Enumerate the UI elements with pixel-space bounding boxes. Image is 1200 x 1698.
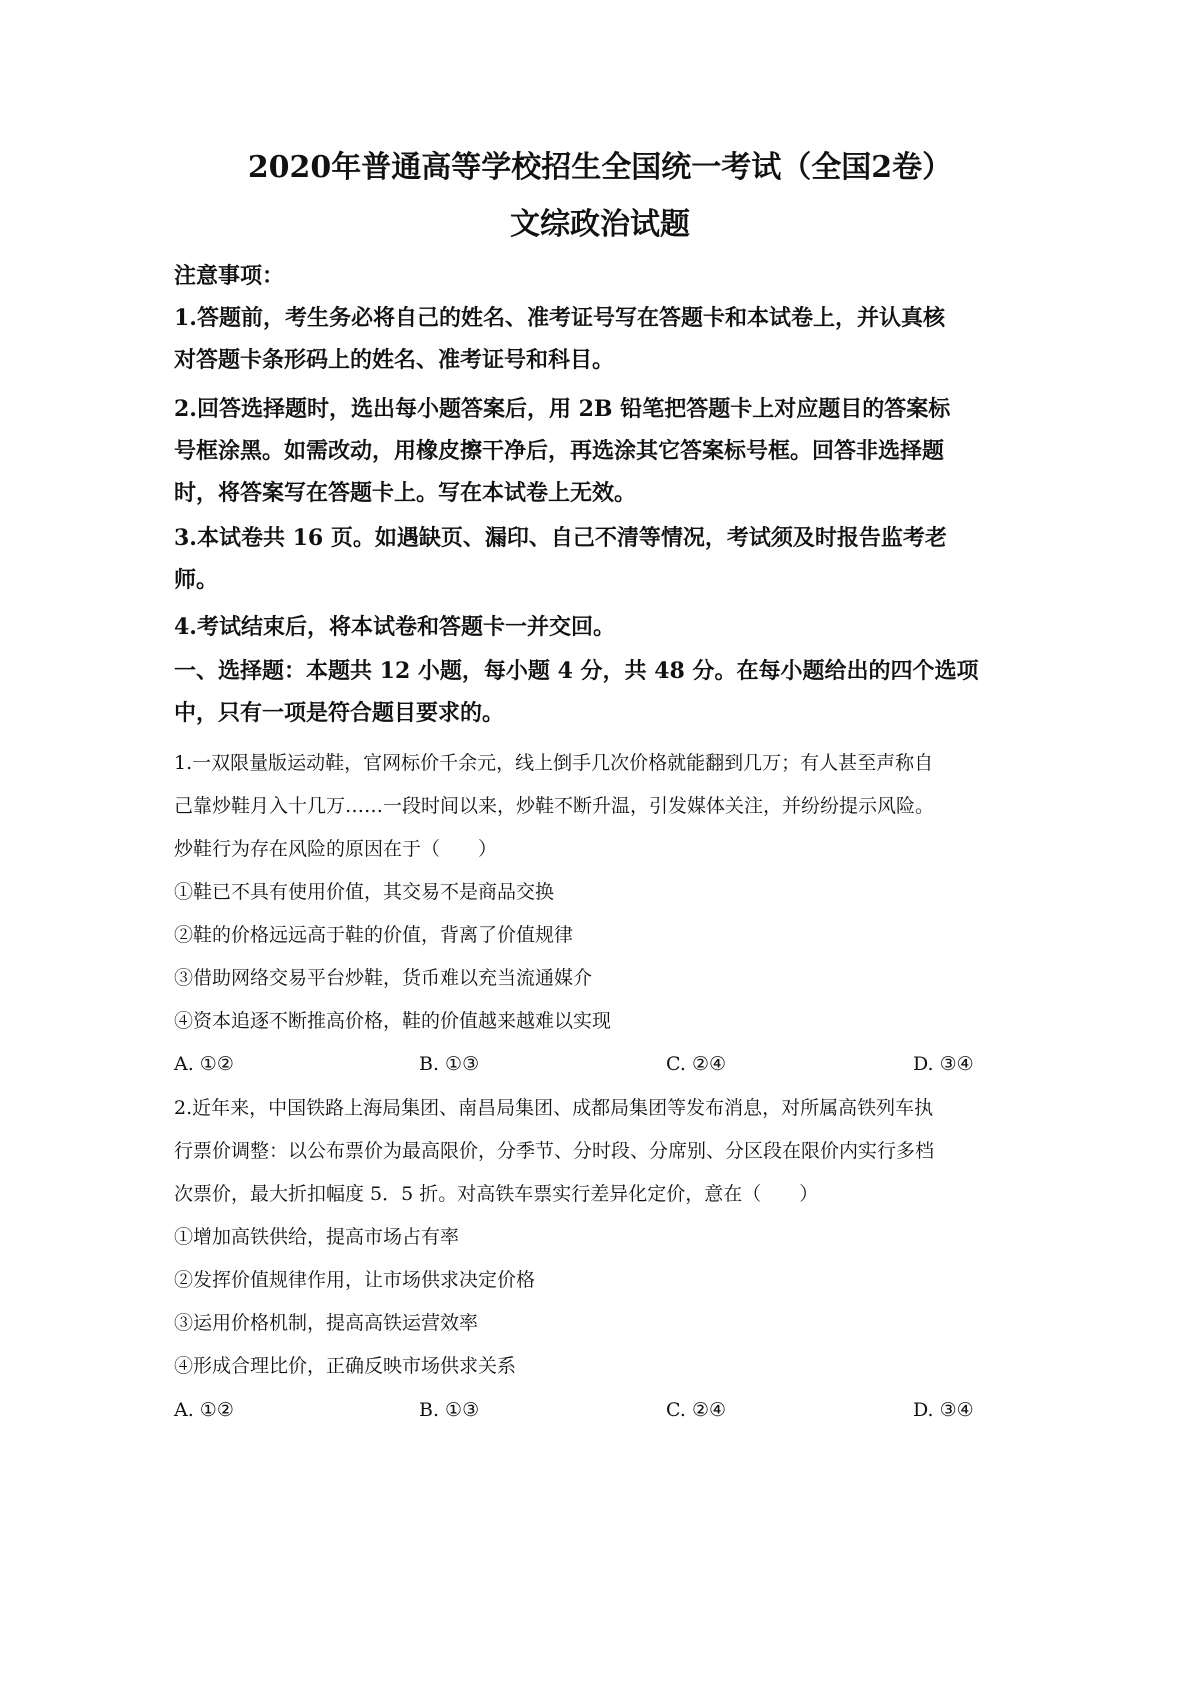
- question-2-item: ④形成合理比价，正确反映市场供求关系: [174, 1355, 517, 1377]
- question-2-stem: 次票价，最大折扣幅度 5．5 折。对高铁车票实行差异化定价，意在（ ）: [174, 1183, 819, 1205]
- notice-line: 号框涂黑。如需改动，用橡皮擦干净后，再选涂其它答案标号框。回答非选择题: [174, 438, 945, 464]
- notice-line: 时，将答案写在答题卡上。写在本试卷上无效。: [174, 480, 637, 506]
- section-heading: 一、选择题：本题共 12 小题，每小题 4 分，共 48 分。在每小题给出的四个选项: [174, 658, 979, 684]
- notice-line: 1.答题前，考生务必将自己的姓名、准考证号写在答题卡和本试卷上，并认真核: [174, 305, 945, 331]
- question-2-stem: 2.近年来，中国铁路上海局集团、南昌局集团、成都局集团等发布消息，对所属高铁列车执: [174, 1097, 934, 1119]
- question-1-option-d: D. ③④: [913, 1053, 974, 1075]
- question-2-option-a: A. ①②: [174, 1399, 234, 1421]
- notice-line: 4.考试结束后，将本试卷和答题卡一并交回。: [174, 614, 615, 640]
- notice-line: 3.本试卷共 16 页。如遇缺页、漏印、自己不清等情况，考试须及时报告监考老: [174, 525, 947, 551]
- exam-subtitle: 文综政治试题: [510, 207, 690, 242]
- question-2-item: ②发挥价值规律作用，让市场供求决定价格: [174, 1269, 536, 1291]
- question-1-stem: 炒鞋行为存在风险的原因在于（ ）: [174, 838, 498, 860]
- notice-line: 对答题卡条形码上的姓名、准考证号和科目。: [174, 347, 615, 373]
- question-2-item: ③运用价格机制，提高高铁运营效率: [174, 1312, 479, 1334]
- exam-title: 2020年普通高等学校招生全国统一考试（全国2卷）: [247, 150, 953, 185]
- question-2-option-c: C. ②④: [666, 1399, 727, 1421]
- notice-line: 师。: [174, 567, 219, 593]
- notice-line: 2.回答选择题时，选出每小题答案后，用 2B 铅笔把答题卡上对应题目的答案标: [174, 396, 951, 422]
- notice-heading: 注意事项：: [174, 263, 285, 289]
- section-heading: 中，只有一项是符合题目要求的。: [174, 700, 505, 726]
- question-2-option-d: D. ③④: [913, 1399, 974, 1421]
- question-1-stem: 1.一双限量版运动鞋，官网标价千余元，线上倒手几次价格就能翻到几万；有人甚至声称自: [174, 752, 934, 774]
- question-1-item: ②鞋的价格远远高于鞋的价值，背离了价值规律: [174, 924, 574, 946]
- question-1-item: ①鞋已不具有使用价值，其交易不是商品交换: [174, 881, 555, 903]
- question-1-item: ④资本追逐不断推高价格，鞋的价值越来越难以实现: [174, 1010, 612, 1032]
- question-2-stem: 行票价调整：以公布票价为最高限价，分季节、分时段、分席别、分区段在限价内实行多档: [174, 1140, 935, 1162]
- question-1-item: ③借助网络交易平台炒鞋，货币难以充当流通媒介: [174, 967, 593, 989]
- question-1-stem: 己靠炒鞋月入十几万……一段时间以来，炒鞋不断升温，引发媒体关注，并纷纷提示风险。: [174, 795, 935, 817]
- question-1-option-c: C. ②④: [666, 1053, 727, 1075]
- question-2-option-b: B. ①③: [419, 1399, 480, 1421]
- question-1-option-b: B. ①③: [419, 1053, 480, 1075]
- question-2-item: ①增加高铁供给，提高市场占有率: [174, 1226, 460, 1248]
- question-1-option-a: A. ①②: [174, 1053, 234, 1075]
